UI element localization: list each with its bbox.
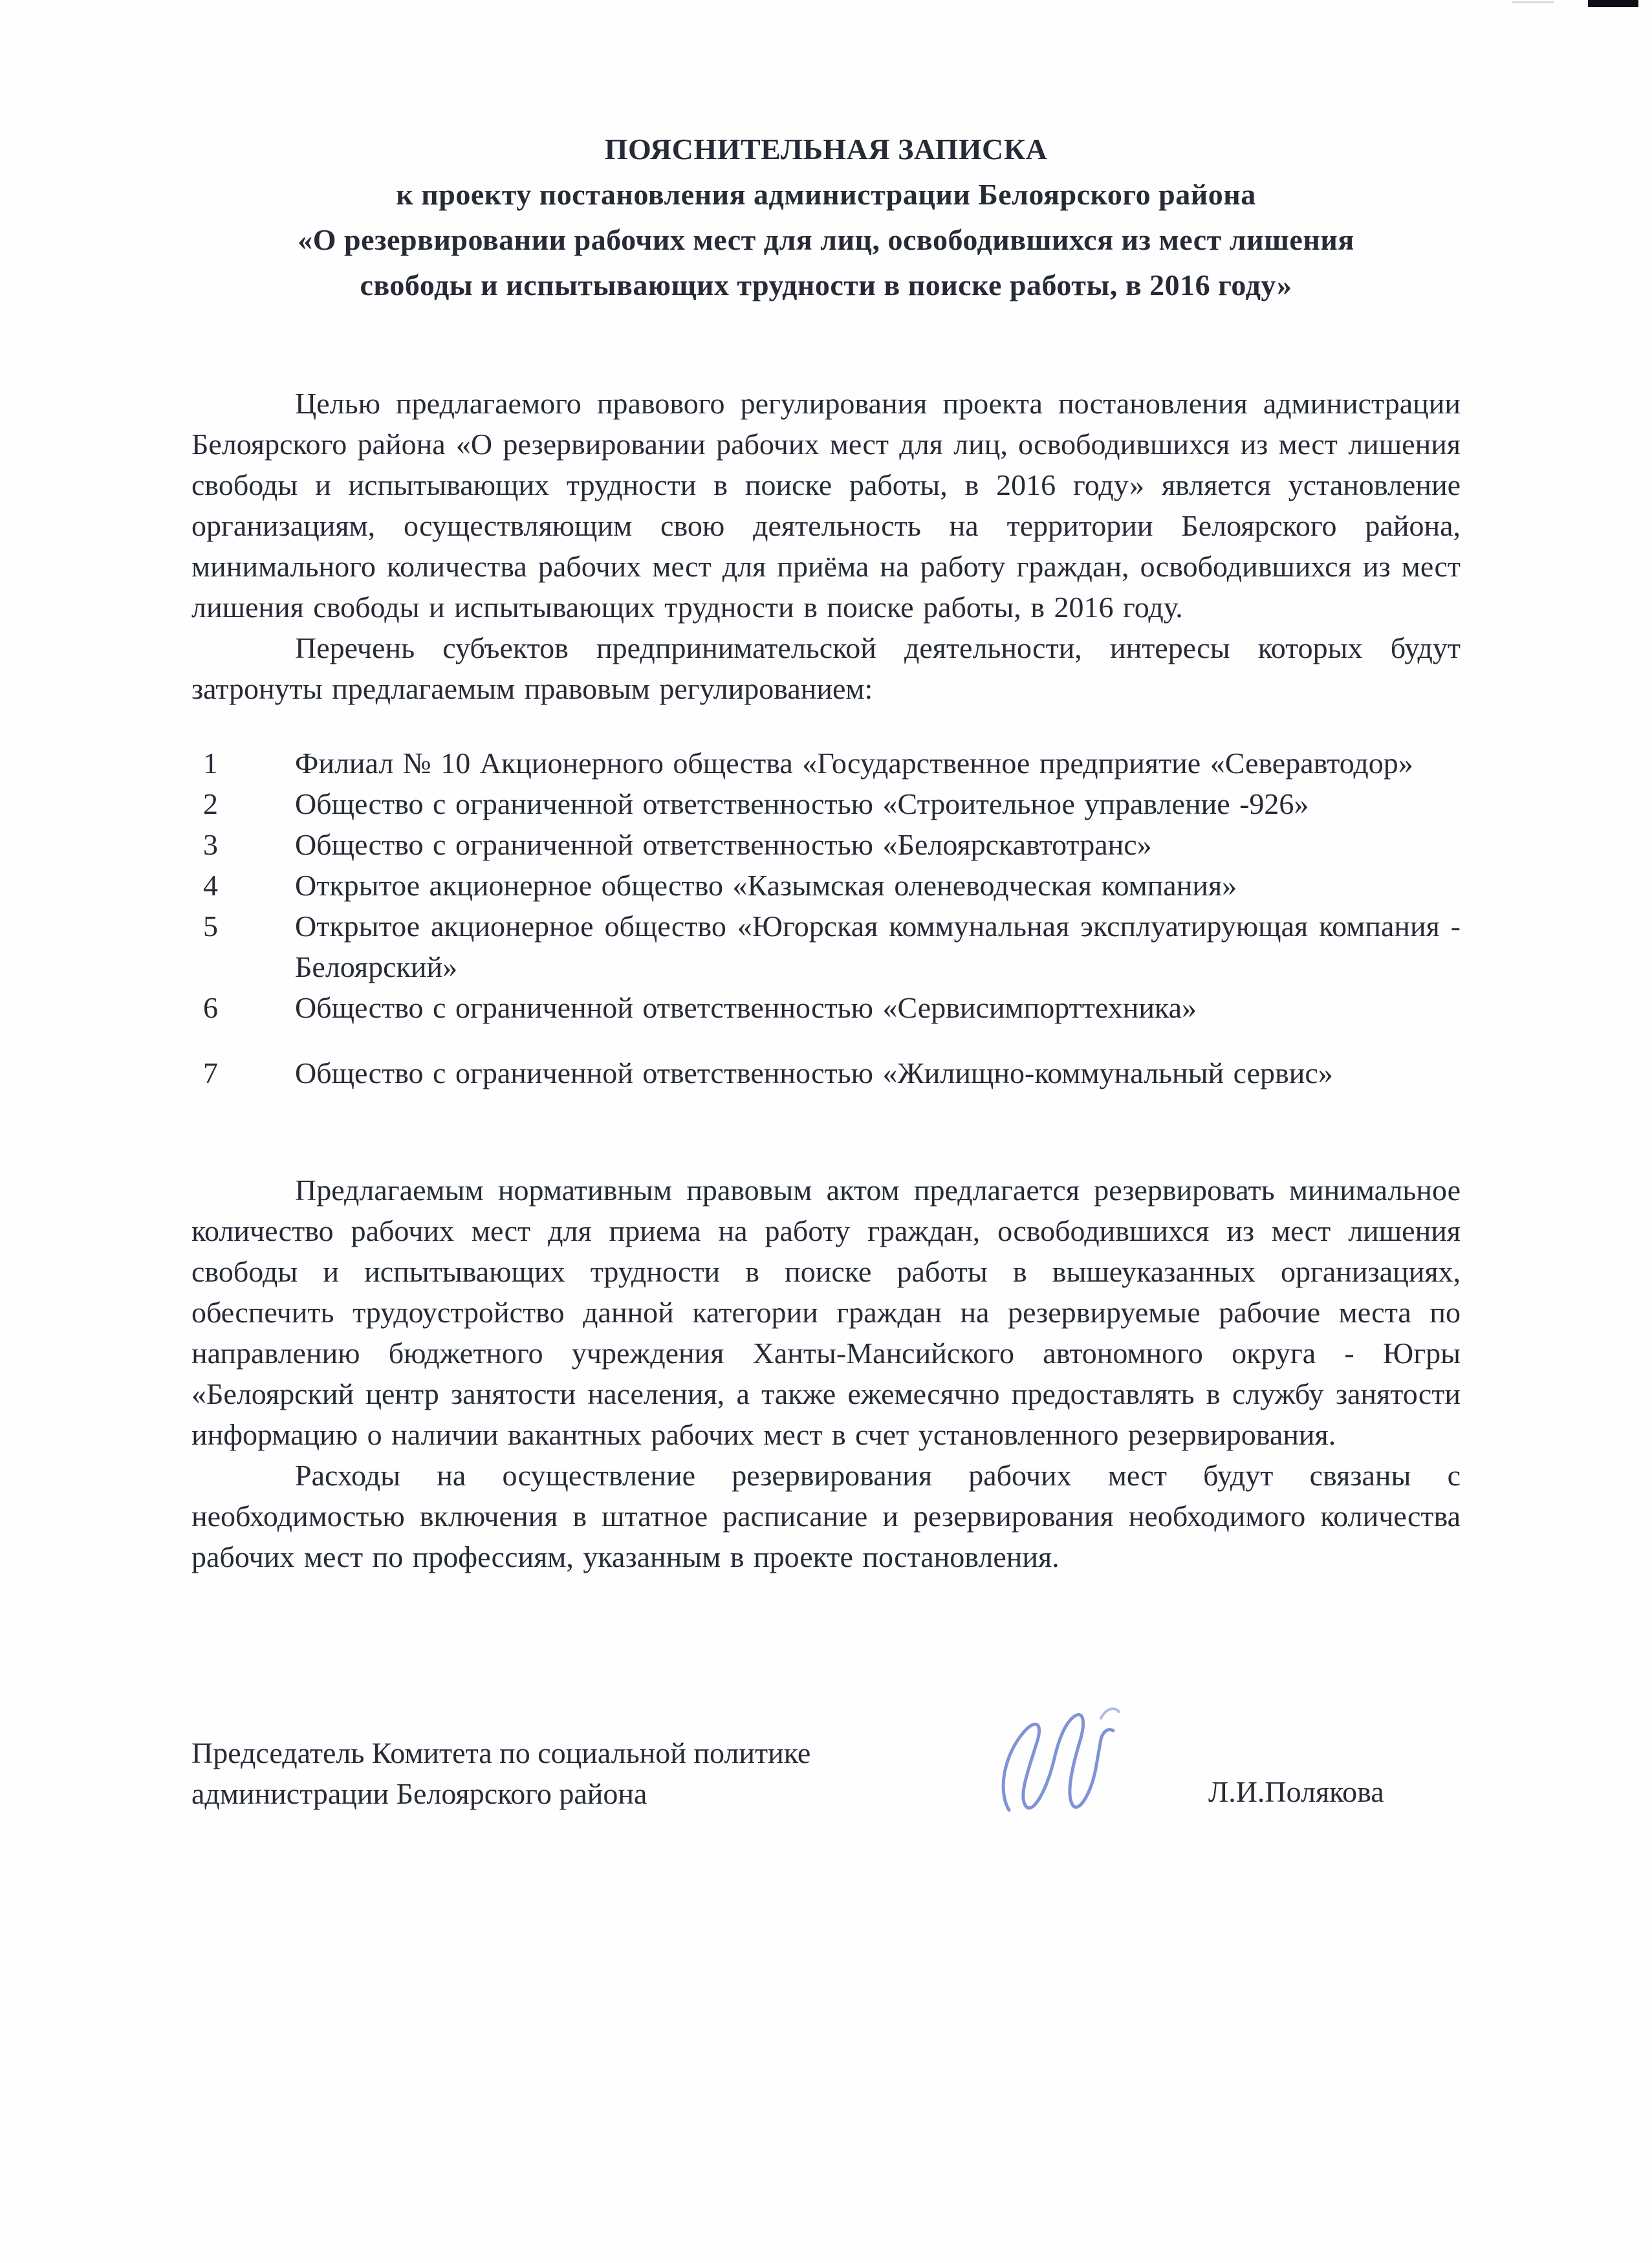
signer-role <box>191 1733 903 1814</box>
list-item <box>191 783 1461 824</box>
list-item-number: 4 <box>203 869 218 902</box>
list-item-text: Открытое акционерное общество «Казымская оленеводческая компания» <box>295 869 1237 902</box>
list-item-number: 2 <box>203 787 218 820</box>
paragraph-proposal: Предлагаемым нормативным правовым актом предлагается резервировать минимальное количество рабочих мест для приема на работу граждан, освободившихся из мест лишения свободы и испытывающих трудности в поиске работы в вышеуказанных организациях, обеспечить трудоустройство данной категории граждан на резервируемые рабочие места по направлению бюджетного учреждения Ханты-Мансийского автономного округа - Югры «Белоярский центр занятости населения, а также ежемесячно предоставлять в службу занятости информацию о наличии вакантных рабочих мест в счет установленного резервирования. <box>191 1174 1461 1451</box>
list-item <box>191 865 1461 906</box>
paragraph-subjects-intro: Перечень субъектов предпринимательской деятельности, интересы которых будут затронуты предлагаемым правовым регулированием: <box>191 631 1461 705</box>
signer-role-line-1: Председатель Комитета по социальной политике <box>191 1736 811 1769</box>
title-line-4: свободы и испытывающих трудности в поиске работы, в 2016 году» <box>360 268 1292 301</box>
list-item-text: Открытое акционерное общество «Югорская коммунальная эксплуатирующая компания - Белоярский» <box>295 910 1461 983</box>
list-item <box>191 1053 1461 1093</box>
list-item <box>191 987 1461 1028</box>
list-item-number: 1 <box>203 747 218 780</box>
list-item-text: Филиал № 10 Акционерного общества «Государственное предприятие «Северавтодор» <box>295 747 1413 780</box>
list-item-text: Общество с ограниченной ответственностью «Строительное управление -926» <box>295 787 1309 820</box>
title-line-1: ПОЯСНИТЕЛЬНАЯ ЗАПИСКА <box>604 133 1048 166</box>
paragraph-purpose: Целью предлагаемого правового регулирования проекта постановления администрации Белоярского района «О резервировании рабочих мест для лиц, освободившихся из мест лишения свободы и испытывающих трудности в поиске работы, в 2016 году» является установление организациям, осуществляющим свою деятельность на территории Белоярского района, минимального количества рабочих мест для приёма на работу граждан, освободившихся из мест лишения свободы и испытывающих трудности в поиске работы, в 2016 году. <box>191 387 1461 624</box>
organizations-list <box>191 743 1461 1093</box>
list-item-number: 6 <box>203 991 218 1024</box>
list-item-number: 5 <box>203 910 218 943</box>
signature-block <box>191 1733 1461 1814</box>
list-item <box>191 906 1461 987</box>
scan-artifact-bar <box>1588 0 1638 7</box>
list-item <box>191 743 1461 783</box>
list-item-number: 7 <box>203 1056 218 1089</box>
list-item-text: Общество с ограниченной ответственностью «Жилищно-коммунальный сервис» <box>295 1056 1333 1089</box>
list-item <box>191 824 1461 865</box>
signer-name: Л.И.Полякова <box>1208 1775 1384 1808</box>
handwritten-signature-icon <box>994 1700 1142 1820</box>
title-line-2: к проекту постановления администрации Белоярского района <box>396 178 1256 211</box>
scan-artifact-smudge <box>1512 1 1554 3</box>
title-line-3: «О резервировании рабочих мест для лиц, освободившихся из мест лишения <box>298 223 1354 256</box>
list-item-text: Общество с ограниченной ответственностью «Белоярскавтотранс» <box>295 828 1152 861</box>
paragraph-costs: Расходы на осуществление резервирования рабочих мест будут связаны с необходимостью включения в штатное расписание и резервирования необходимого количества рабочих мест по профессиям, указанным в проекте постановления. <box>191 1459 1461 1573</box>
list-item-number: 3 <box>203 828 218 861</box>
signer-role-line-2: администрации Белоярского района <box>191 1777 647 1810</box>
list-item-text: Общество с ограниченной ответственностью «Сервисимпорттехника» <box>295 991 1197 1024</box>
document-title <box>191 127 1461 308</box>
document-content <box>191 0 1461 1814</box>
